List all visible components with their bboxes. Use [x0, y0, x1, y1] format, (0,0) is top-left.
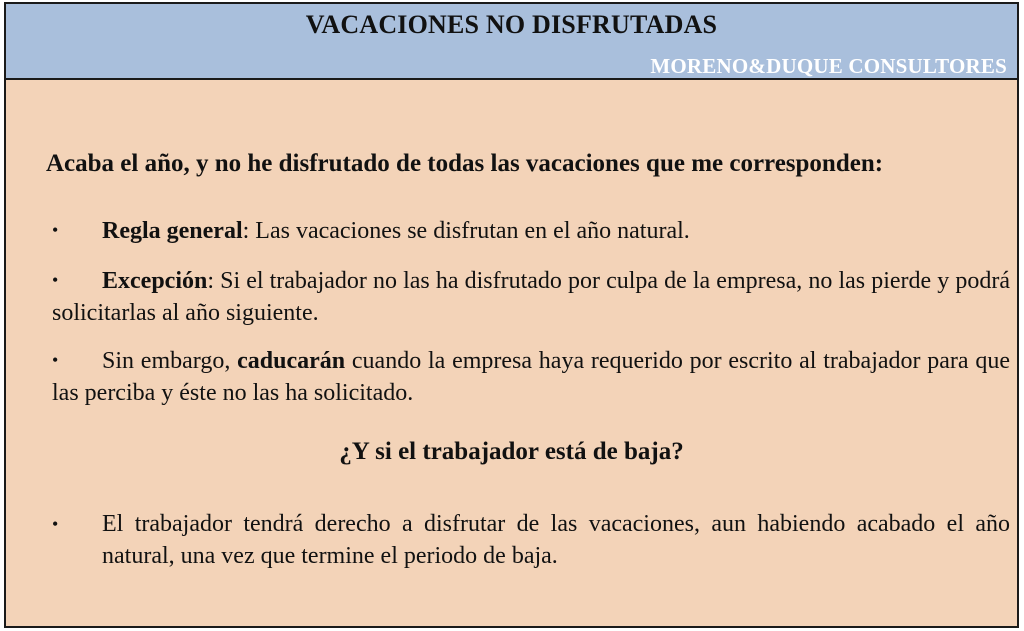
item-label: Excepción [102, 268, 208, 294]
answer-text: El trabajador tendrá derecho a disfrutar de las vacaciones, aun habiendo acabado el año natural, una vez que termine el periodo de baja. [102, 511, 1010, 569]
brand-name: MORENO&DUQUE CONSULTORES [650, 54, 1007, 78]
bullet-icon: • [52, 350, 59, 370]
item-prefix: Sin embargo, [102, 348, 238, 374]
bullet-icon: • [52, 514, 59, 534]
item-text: cuando la empresa haya requerido por escrito al trabajador para que las perciba y éste no las ha solicitado. [52, 348, 1011, 406]
list-item-however [52, 344, 1010, 409]
item-label: Regla general [102, 218, 243, 244]
question-heading: ¿Y si el trabajador está de baja? [339, 438, 684, 465]
info-card [4, 2, 1019, 628]
list-item-exception [52, 264, 1010, 329]
list-item-general-rule [52, 214, 1010, 247]
bullet-icon: • [52, 270, 59, 290]
card-header [6, 4, 1017, 80]
lead-heading: Acaba el año, y no he disfrutado de todas las vacaciones que me corresponden: [46, 150, 884, 177]
item-label: caducarán [237, 348, 346, 374]
bullet-icon: • [52, 220, 59, 240]
page-title: VACACIONES NO DISFRUTADAS [305, 10, 718, 39]
item-text: : Las vacaciones se disfrutan en el año natural. [242, 218, 690, 244]
item-text: : Si el trabajador no las ha disfrutado por culpa de la empresa, no las pierde y podrá solicitarlas al año siguiente. [52, 268, 1010, 326]
list-item-answer [52, 508, 1010, 572]
